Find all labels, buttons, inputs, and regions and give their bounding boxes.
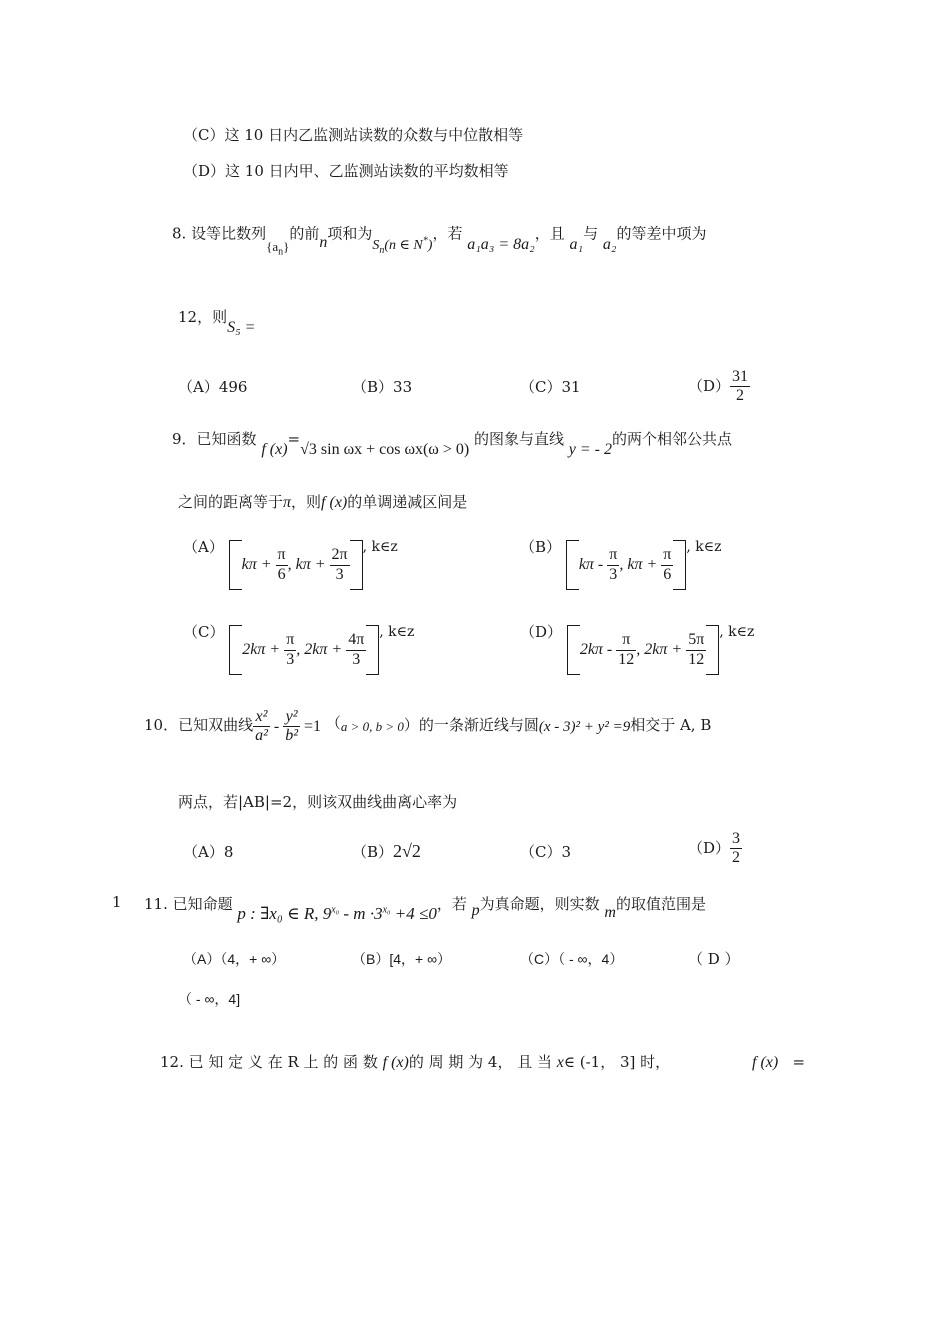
q9-pi: π: [283, 494, 292, 511]
q9-expression: √3 sin ωx + cos ωx(ω > 0): [300, 441, 470, 458]
q11-stem: [144, 895, 706, 923]
q9-option-a: [183, 540, 398, 590]
q11-margin-number: 1: [112, 893, 122, 911]
q11-proposition: p : ∃x₀ ∈ R, $9^{x_0} - m \cdot 3^{x_0} +4 \le 0$: [237, 904, 437, 923]
q8-stem-line1: [172, 224, 707, 258]
q11-m: m: [604, 904, 616, 921]
q12-cond: ∈ (-1， 3] 时，: [563, 1053, 671, 1071]
q8-option-d-label: （D）: [688, 376, 731, 395]
q9-option-d-mid: , 2kπ +: [636, 641, 687, 658]
q11-option-c: [520, 952, 623, 967]
q9-fx2: f (x): [321, 494, 348, 511]
q8-option-d: [688, 368, 750, 406]
q11-p: p: [471, 902, 480, 919]
q9-fx: f (x): [261, 441, 288, 458]
q9-option-b-bracket-right: [673, 540, 686, 590]
q12-stem: [160, 1055, 670, 1071]
q9-mid: 的图象与直线: [473, 430, 564, 448]
q9-option-c-bracket-left: [229, 625, 242, 675]
q11-prefix: 11. 已知命题: [144, 895, 233, 913]
q9-option-c-label: （C）: [183, 623, 225, 641]
q12-fx-tail: [752, 1055, 805, 1071]
q10-stem-line1: [144, 708, 711, 746]
q10-option-b-value: 2√2: [393, 841, 421, 861]
q8-a1: a₁: [569, 235, 584, 253]
q10-eq: =1: [300, 717, 322, 735]
q8-n: n: [319, 233, 328, 251]
q10-condition: a > 0, b > 0: [340, 718, 404, 734]
q8-option-b: （B）33: [352, 378, 413, 396]
q10-circle: (x - 3)² + y² =9: [538, 718, 631, 735]
q9-option-c: [183, 625, 414, 675]
q9-option-a-frac2: $\frac{2\pi}{3}$: [331, 546, 348, 583]
q10-option-c: （C）3: [520, 843, 572, 861]
q9-option-b-kz: , k∈z: [686, 539, 722, 555]
q9-stem-line1: [172, 430, 733, 458]
q9-option-b-left: kπ -: [578, 556, 608, 573]
q11-tail: 的取值范围是: [615, 895, 706, 913]
q10-tail: 相交于 A, B: [630, 716, 712, 734]
q9-tail: 的两个相邻公共点: [612, 430, 733, 448]
q12-mid: 的 周 期 为 4， 且 当: [408, 1053, 552, 1071]
q9-eq: =: [287, 430, 301, 448]
q10-prefix: 10．已知双曲线: [144, 716, 254, 734]
q8-option-c: （C）31: [520, 378, 581, 396]
q12-eq: =: [792, 1053, 806, 1071]
q9-option-c-frac2: $\frac{4\pi}{3}$: [348, 631, 365, 668]
q9-option-c-bracket-right: [366, 625, 379, 675]
q8-yu: 与: [583, 224, 599, 243]
q9-option-d-frac2: $\frac{5\pi}{12}$: [688, 631, 705, 668]
q8-condition: a₁a₃ = 8a₂: [467, 235, 535, 253]
q11-option-d-value: [178, 992, 240, 1007]
q9-option-a-left: kπ +: [241, 556, 276, 573]
q8-sn: $S_n(n$ ∈ N*): [372, 235, 433, 256]
q9-stem-line2: [178, 495, 467, 511]
q9-option-c-frac1: $\frac{\pi}{3}$: [286, 631, 295, 668]
q8-prefix: 8. 设等比数列: [172, 224, 267, 243]
q8-stem-line2: [178, 308, 256, 336]
q10-option-b: [352, 842, 421, 860]
q11-option-a: [183, 952, 285, 967]
q11-option-a-text: （A）（4，+ ∞）: [183, 951, 286, 967]
q9-option-b: [520, 540, 721, 590]
q8-comma1: ，若: [432, 224, 463, 243]
q9-line: y = - 2: [568, 441, 612, 458]
q9-line2: 之间的距离等于: [178, 493, 284, 511]
q9-prefix: 9．已知函数: [172, 430, 257, 448]
q9-option-c-kz: , k∈z: [379, 624, 415, 640]
q7-option-c: （C）这 10 日内乙监测站读数的众数与中位散相等: [183, 126, 524, 144]
q11-option-d-text: （ - ∞，4]: [178, 991, 241, 1007]
q9-option-d-label: （D）: [520, 623, 563, 641]
q9-option-b-frac2: $\frac{\pi}{6}$: [663, 546, 672, 583]
q11-mid: ，若: [436, 895, 467, 913]
q12-fx: f (x): [382, 1054, 409, 1071]
q9-option-d-left: 2kπ -: [579, 641, 617, 658]
q9-option-c-left: 2kπ +: [242, 641, 285, 658]
q9-option-b-bracket-left: [566, 540, 579, 590]
q9-option-a-bracket-right: [350, 540, 363, 590]
q9-option-d: [520, 625, 754, 675]
q9-option-a-frac1: $\frac{\pi}{6}$: [277, 546, 286, 583]
q8-option-d-fraction: $\frac{31}{2}$: [732, 368, 749, 405]
q9-option-d-bracket-left: [567, 625, 580, 675]
q11-mid2: 为真命题，则实数: [479, 895, 600, 913]
q10-frac-y: $\frac{\text{y²}}{\text{b²}}$: [285, 708, 299, 745]
q8-sequence: $\{a_n\}$: [266, 238, 290, 258]
q8-mid2: 项和为: [327, 224, 373, 243]
q8-line2-text: 12，则: [178, 308, 228, 326]
q9-option-c-mid: , 2kπ +: [296, 641, 347, 658]
q9-option-a-label: （A）: [183, 538, 224, 556]
q10-option-d-label: （D）: [688, 838, 731, 857]
q9-option-b-frac1: $\frac{\pi}{3}$: [609, 546, 618, 583]
q9-option-a-mid: , kπ +: [287, 556, 330, 573]
q8-a2: a₂: [602, 235, 617, 253]
q10-option-d: [688, 830, 742, 868]
q11-option-c-text: （C）（ - ∞，4）: [520, 951, 624, 967]
q9-line2c: 的单调递减区间是: [347, 493, 468, 511]
q12-x: x: [556, 1054, 564, 1071]
q9-option-d-bracket-right: [706, 625, 719, 675]
q8-mid1: 的前: [289, 224, 320, 243]
q9-option-d-frac1: $\frac{\pi}{12}$: [618, 631, 635, 668]
q9-option-a-kz: , k∈z: [362, 539, 398, 555]
q10-minus: -: [269, 717, 284, 735]
q9-option-d-kz: , k∈z: [719, 624, 755, 640]
q10-frac-x: $\frac{\text{x²}}{\text{a²}}$: [255, 708, 268, 745]
q10-cond-open: （: [325, 714, 341, 732]
q10-option-a: （A）8: [183, 843, 234, 861]
q10-stem-line2: 两点，若|AB|=2，则该双曲线曲离心率为: [178, 793, 458, 811]
q11-option-d-label: （ D ）: [688, 950, 740, 968]
q12-fx2: f (x): [752, 1054, 779, 1071]
q12-text: 12. 已 知 定 义 在 R 上 的 函 数: [160, 1053, 378, 1071]
q8-s5: S₅ =: [227, 319, 256, 336]
q10-option-b-label: （B）: [352, 843, 394, 861]
q11-option-b: [352, 952, 451, 967]
q8-comma2: ，且: [534, 224, 565, 243]
q8-tail: 的等差中项为: [616, 224, 707, 243]
q10-cond-close: ）的一条渐近线与圆: [403, 716, 539, 734]
q11-option-b-text: （B）[4，+ ∞）: [352, 951, 452, 967]
q7-option-d: （D）这 10 日内甲、乙监测站读数的平均数相等: [183, 162, 509, 180]
q9-option-b-label: （B）: [520, 538, 562, 556]
q9-option-b-mid: , kπ +: [619, 556, 662, 573]
q10-option-d-fraction: $\frac{3}{2}$: [732, 830, 741, 867]
q9-line2b: ，则: [291, 493, 322, 511]
q9-option-a-bracket-left: [229, 540, 242, 590]
q8-option-a: （A）496: [178, 378, 248, 396]
